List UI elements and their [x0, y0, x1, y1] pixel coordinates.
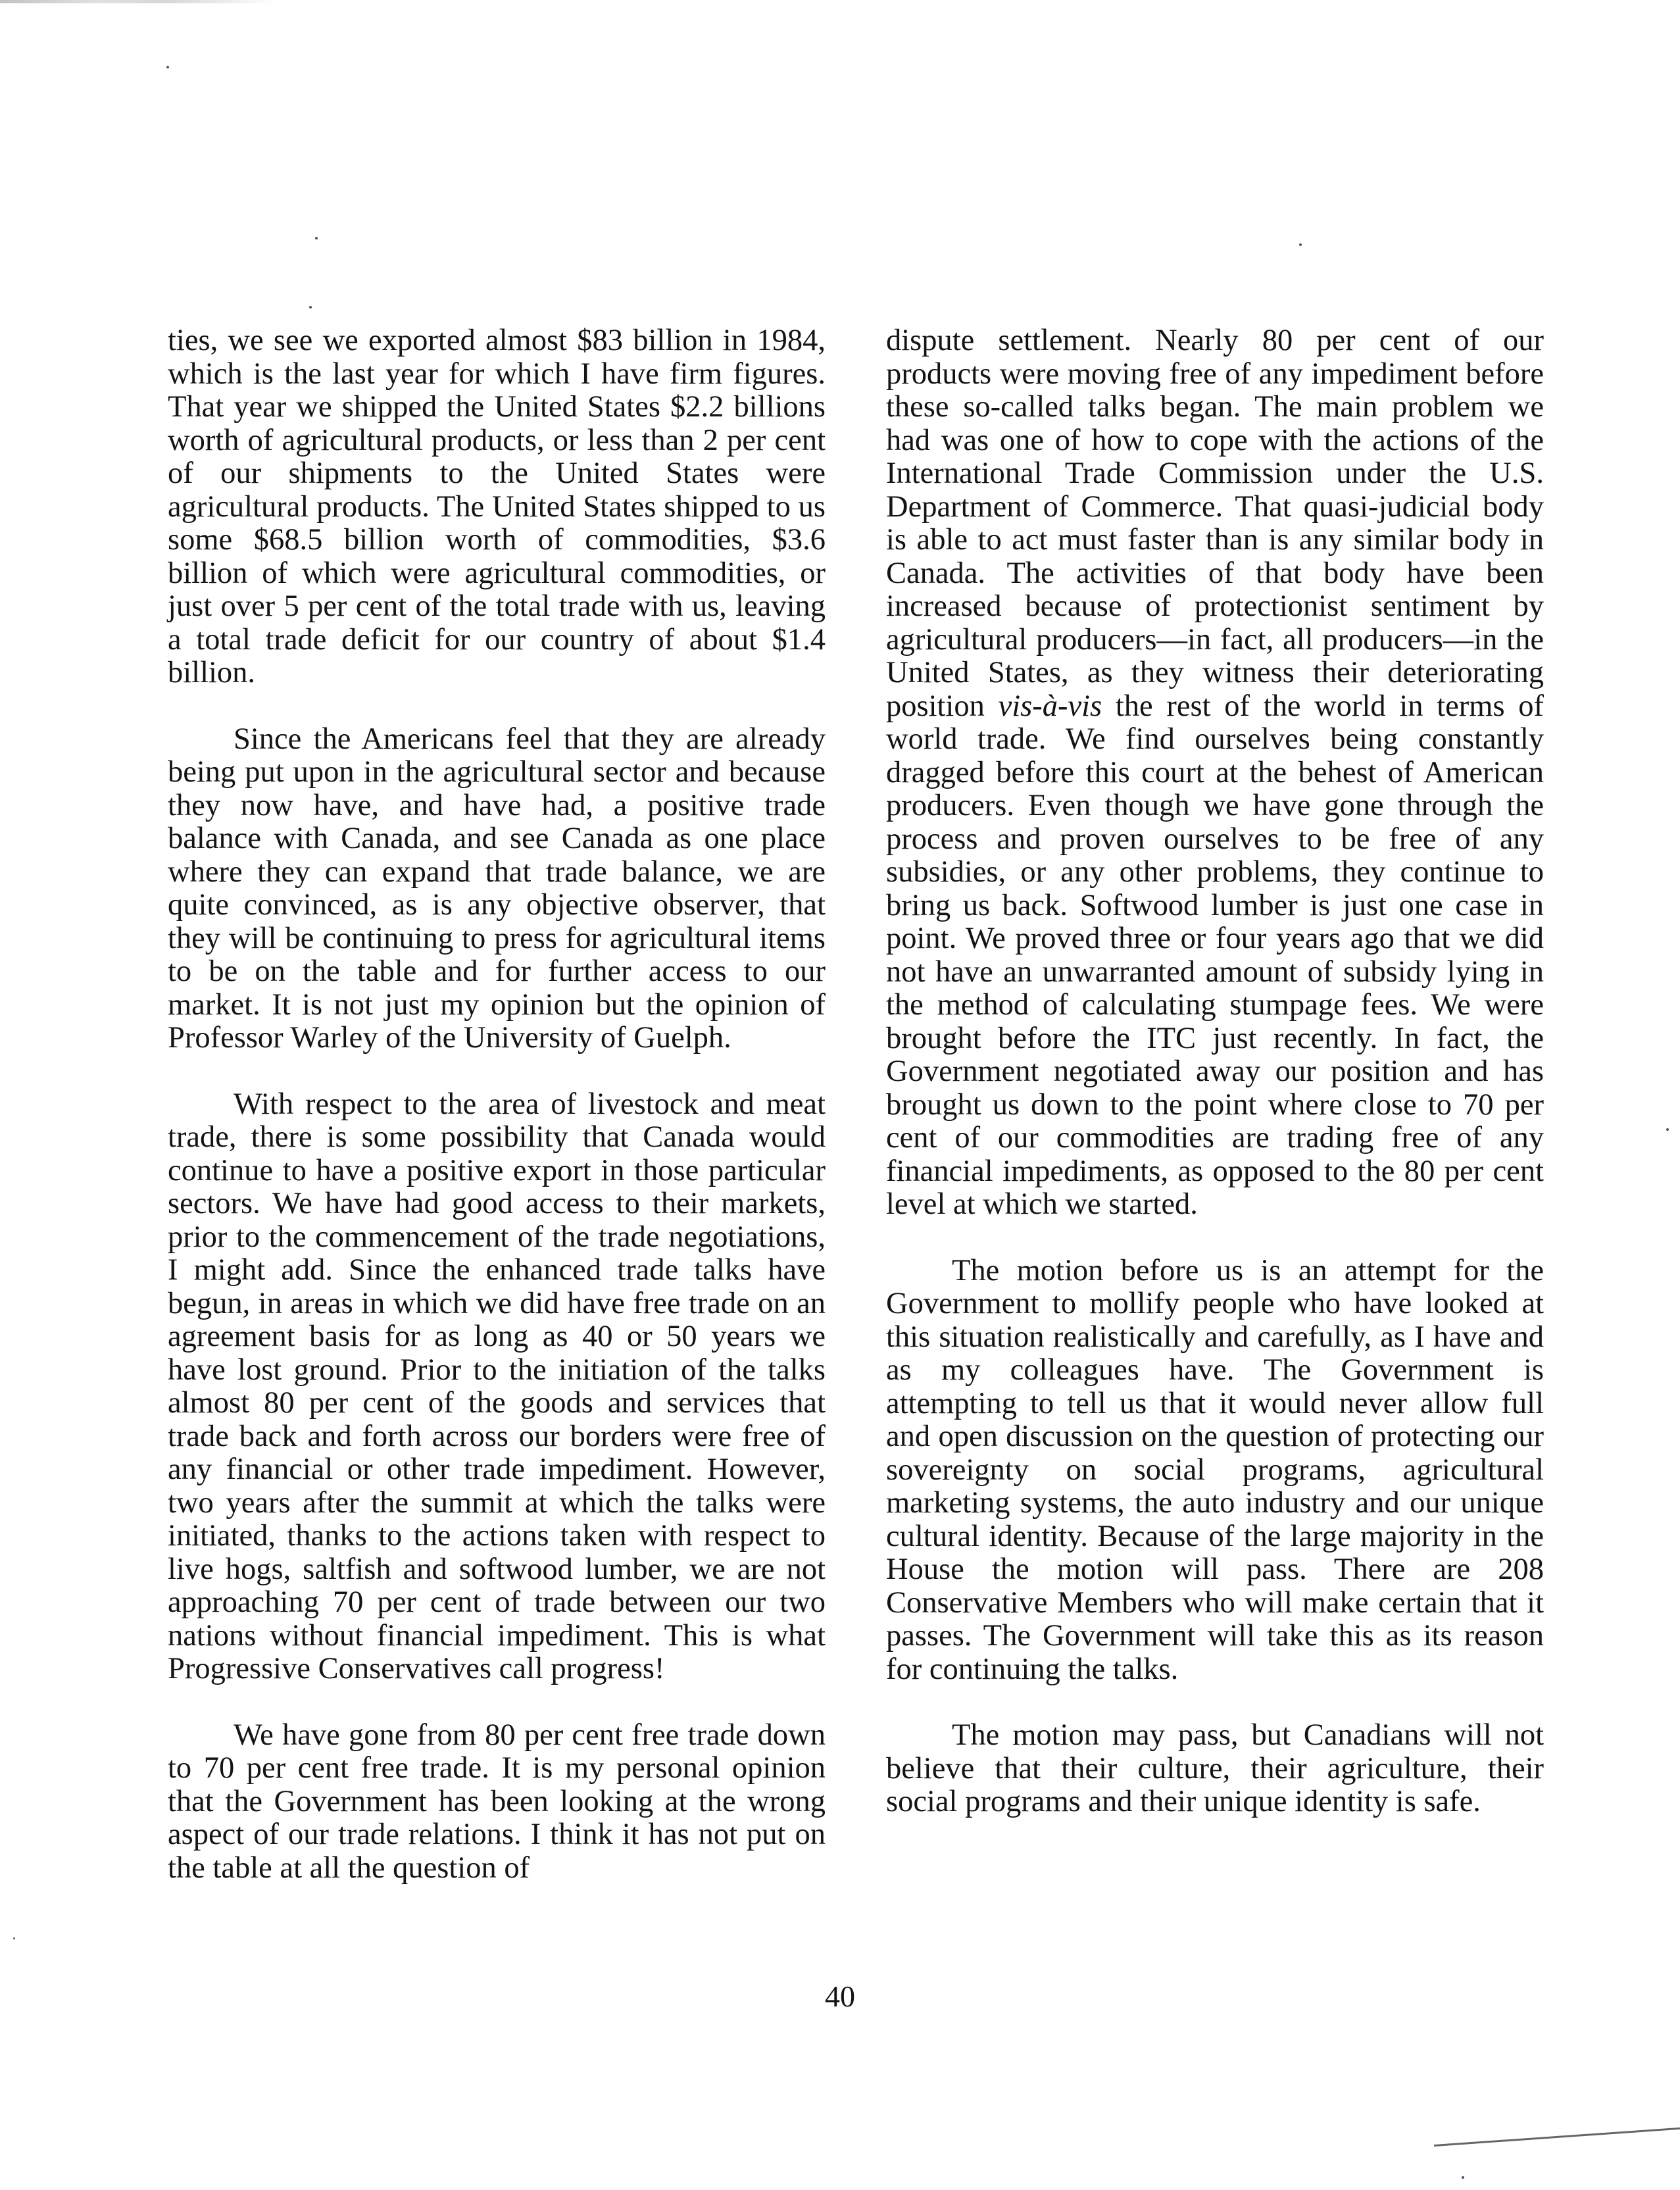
page-number: 40 [825, 1979, 855, 2013]
scan-header-artifact [0, 0, 276, 3]
paragraph [886, 324, 1544, 1222]
paragraph-text: the rest of the world in terms of world trade. We find ourselves being constantly dragged before this court at the behest of American producers. Even though we have gone through the process and proven ourselves to be free of any subsidies, or any other problems, they continue to bring us back. Softwood lumber is just one case in point. We proved three or four years ago that we did not have an unwarranted amount of subsidy lying in the method of calculating stumpage fees. We were brought before the ITC just recently. In fact, the Government negotiated away our position and has brought us down to the point where close to 70 per cent of our commodities are trading free of any financial impediments, as opposed to the 80 per cent level at which we started. [886, 689, 1544, 1221]
scan-speck [1666, 1128, 1669, 1131]
paragraph: We have gone from 80 per cent free trade down to 70 per cent free trade. It is my personal opinion that the Government has been looking at the wrong aspect of our trade relations. I think it has not put on the table at all the question of [168, 1718, 826, 1885]
paragraph: With respect to the area of livestock and meat trade, there is some possibility that Canada would continue to have a positive export in those particular sectors. We have had good access to their markets, prior to the commencement of the trade negotiations, I might add. Since the enhanced trade talks have begun, in areas in which we did have free trade on an agreement basis for as long as 40 or 50 years we have lost ground. Prior to the initiation of the talks almost 80 per cent of the goods and services that trade back and forth across our borders were free of any financial or other trade impediment. However, two years after the summit at which the talks were initiated, thanks to the actions taken with respect to live hogs, saltfish and softwood lumber, we are not approaching 70 per cent of trade between our two nations without financial impediment. This is what Progressive Conservatives call progress! [168, 1087, 826, 1685]
paragraph: ties, we see we exported almost $83 billion in 1984, which is the last year for which I have firm figures. That year we shipped the United States $2.2 billions worth of agricultural products, or less than 2 per cent of our shipments to the United States were agricultural products. The United States shipped to us some $68.5 billion worth of commodities, $3.6 billion of which were agricultural commodities, or just over 5 per cent of the total trade with us, leaving a total trade deficit for our country of about $1.4 billion. [168, 324, 826, 689]
left-text-column [168, 324, 826, 1918]
scan-speck [1462, 2176, 1464, 2179]
scan-speck [1299, 243, 1302, 246]
scan-speck [13, 1937, 15, 1939]
paragraph: The motion may pass, but Canadians will not believe that their culture, their agriculture, their social programs and their unique identity is safe. [886, 1718, 1544, 1818]
right-text-column [886, 324, 1544, 1852]
italic-phrase: vis-à-vis [998, 689, 1102, 723]
scan-speck [166, 66, 169, 68]
scan-speck [315, 237, 318, 239]
scan-speck [309, 306, 312, 309]
paragraph: The motion before us is an attempt for the Government to mollify people who have looked at this situation realistically and carefully, as I have and as my colleagues have. The Government is attempting to tell us that it would never allow full and open discussion on the question of protecting our sovereignty on social programs, agricultural marketing systems, the auto industry and our unique cultural identity. Because of the large majority in the House the motion will pass. There are 208 Conservative Members who will make certain that it passes. The Government will take this as its reason for continuing the talks. [886, 1253, 1544, 1686]
scan-edge-artifact [1434, 2127, 1680, 2147]
paragraph-text: dispute settlement. Nearly 80 per cent of our products were moving free of any impediment before these so-called talks began. The main problem we had was one of how to cope with the actions of the International Trade Commission under the U.S. Department of Commerce. That quasi-judicial body is able to act must faster than is any similar body in Canada. The activities of that body have been increased because of protectionist sentiment by agricultural producers—in fact, all producers—in the United States, as they witness their deteriorating position [886, 324, 1544, 723]
paragraph: Since the Americans feel that they are already being put upon in the agricultural sector and because they now have, and have had, a positive trade balance with Canada, and see Canada as one place where they can expand that trade balance, we are quite convinced, as is any objective observer, that they will be continuing to press for agricultural items to be on the table and for further access to our market. It is not just my opinion but the opinion of Professor Warley of the University of Guelph. [168, 722, 826, 1055]
